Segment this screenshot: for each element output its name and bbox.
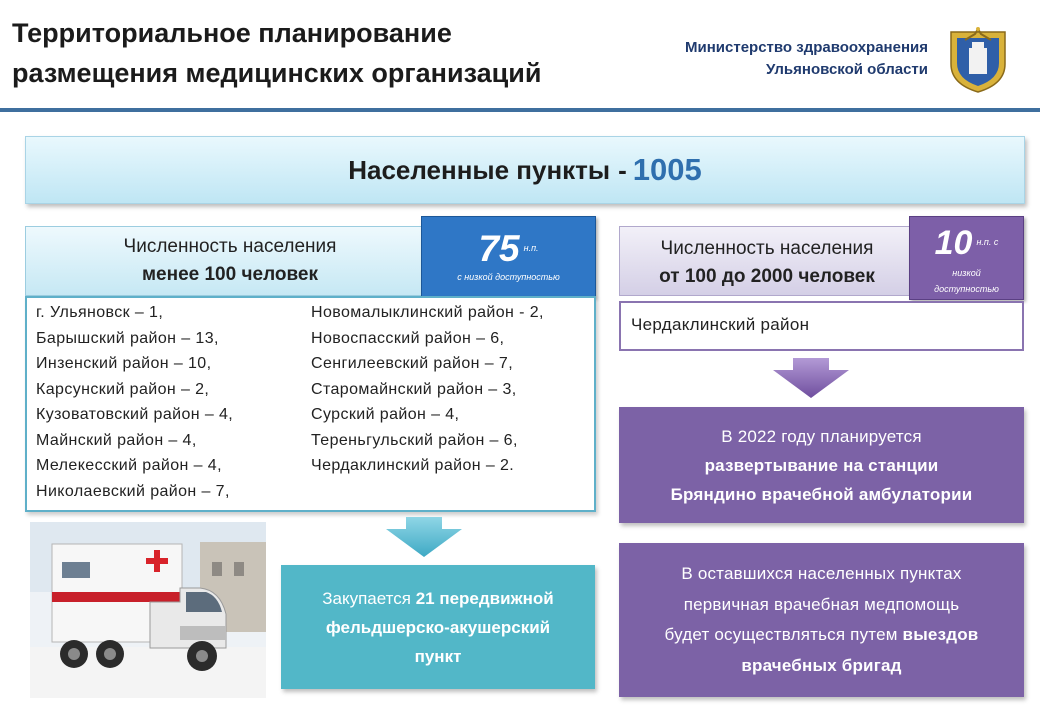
mobile-teams-box	[619, 543, 1024, 697]
ministry-name-line2: Ульяновской области	[766, 61, 928, 78]
banner-value: 1005	[632, 152, 702, 187]
heading-line2: менее 100 человек	[141, 264, 319, 285]
purchase-text-tail: пункт	[414, 646, 462, 666]
heading-line2: от 100 до 2000 человек	[659, 266, 875, 287]
badge-unit: н.п. с	[976, 237, 999, 247]
mobile-paramedic-purchase-box	[281, 565, 595, 689]
medium-population-heading	[619, 226, 915, 296]
list-item: Чердаклинский район – 2.	[311, 457, 515, 474]
list-item: Барышский район – 13,	[36, 329, 219, 347]
coat-of-arms-icon	[945, 26, 1011, 94]
other-line4: врачебных бригад	[741, 655, 902, 675]
plan-line2: развертывание на станции	[704, 455, 939, 475]
heading-line1: Численность населения	[123, 236, 337, 257]
arrow-down-icon	[773, 358, 849, 398]
list-item: Мелекесский район – 4,	[36, 457, 222, 474]
list-item: Николаевский район – 7,	[36, 482, 230, 500]
list-item: Старомайнский район – 3,	[311, 380, 517, 398]
plan-line3: Бряндино врачебной амбулатории	[670, 484, 973, 504]
banner-label: Населенные пункты	[348, 154, 611, 185]
districts-column-1	[36, 300, 233, 504]
small-population-heading	[25, 226, 435, 296]
list-item: Новомалыклинский район - 2,	[311, 304, 544, 321]
districts-column-2	[311, 300, 544, 479]
badge-caption: с низкой доступностью	[457, 272, 560, 282]
arrow-down-icon	[386, 517, 462, 557]
districts-list-box	[25, 296, 596, 512]
plan-line1: В 2022 году планируется	[721, 426, 922, 446]
badge-number: 75	[478, 228, 520, 269]
badge-number: 10	[934, 224, 973, 262]
list-item: Новоспасский район – 6,	[311, 329, 505, 347]
other-line3-bold: выездов	[902, 625, 979, 644]
page-title-line2: размещения медицинских организаций	[12, 58, 542, 88]
ministry-name-line1: Министерство здравоохранения	[685, 39, 928, 56]
list-item: г. Ульяновск – 1,	[36, 304, 164, 321]
other-line3	[665, 620, 979, 651]
purchase-text	[281, 584, 595, 642]
ambulatory-plan-box	[619, 407, 1024, 523]
ambulance-truck-icon	[30, 522, 266, 698]
heading-line1: Численность населения	[660, 238, 874, 259]
badge-caption-line2: доступностью	[934, 284, 999, 294]
low-access-badge-right	[909, 216, 1024, 300]
badge-unit: н.п.	[523, 243, 539, 253]
header-divider	[0, 108, 1040, 112]
badge-caption-line1: низкой	[952, 268, 981, 278]
list-item: Кузоватовский район – 4,	[36, 406, 234, 423]
other-line3-lead: будет осуществляться путем	[664, 625, 903, 644]
list-item: Инзенский район – 10,	[36, 355, 212, 372]
other-line1: В оставшихся населенных пунктах	[681, 564, 962, 583]
list-item: Карсунский район – 2,	[36, 380, 210, 398]
list-item: Майнский район – 4,	[36, 431, 197, 449]
low-access-badge-left	[421, 216, 596, 298]
list-item: Сенгилеевский район – 7,	[311, 355, 514, 372]
settlements-banner	[25, 136, 1025, 204]
list-item: Сурский район – 4,	[311, 406, 460, 423]
purchase-text-lead: Закупается	[322, 588, 416, 608]
list-item: Тереньгульский район – 6,	[311, 431, 518, 449]
district-box: Чердаклинский район	[619, 301, 1024, 351]
other-line2: первичная врачебная медпомощь	[683, 594, 960, 614]
purchase-text-bold: 21 передвижной фельдшерско-акушерский	[325, 588, 554, 637]
page-title-line1: Территориальное планирование	[12, 18, 452, 48]
banner-dash: -	[618, 154, 627, 185]
